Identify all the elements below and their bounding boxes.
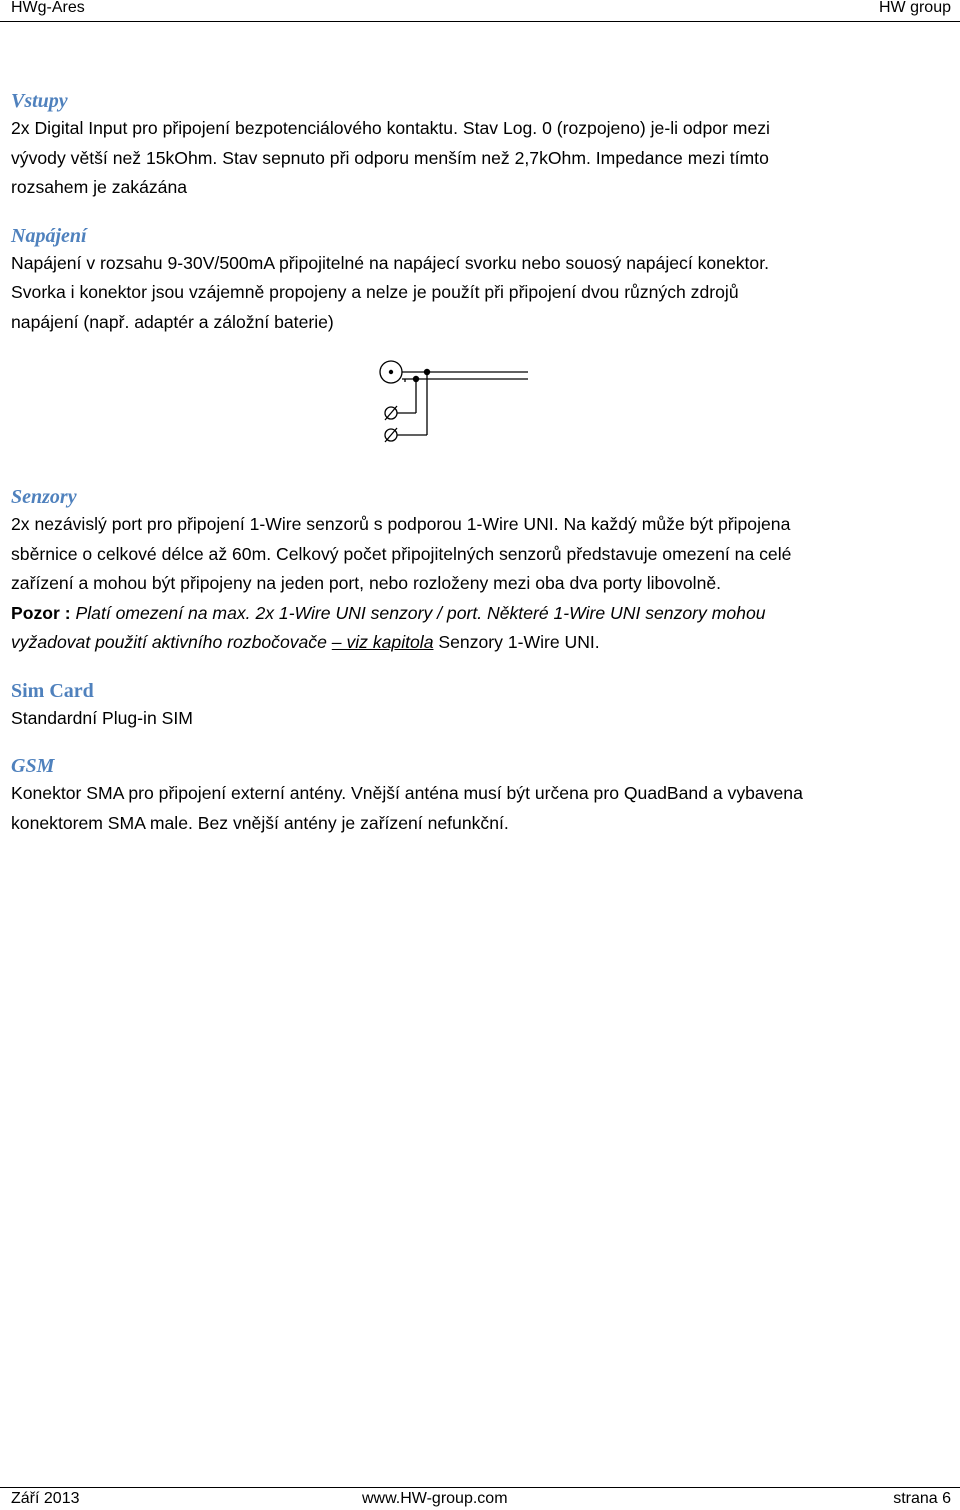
note-italic-3: vyžadovat použití aktivního rozbočovače xyxy=(11,632,332,652)
junction-dot-1 xyxy=(424,369,430,375)
note-normal-2: Senzory 1-Wire UNI. xyxy=(433,632,600,652)
heading-gsm: GSM xyxy=(11,755,55,777)
page-header xyxy=(0,0,960,22)
senzory-line-3: zařízení a mohou být připojeny na jeden port, nebo rozloženy mezi oba dva porty libovolně. xyxy=(11,573,722,593)
heading-napajeni: Napájení xyxy=(11,224,87,247)
senzory-note-line-1 xyxy=(11,599,911,629)
footer-date: Září 2013 xyxy=(11,1490,80,1507)
heading-senzory: Senzory xyxy=(11,486,77,508)
page-footer xyxy=(0,1487,960,1510)
power-wiring-diagram xyxy=(366,357,536,452)
simcard-line-1: Standardní Plug-in SIM xyxy=(11,707,193,728)
gsm-line-2: konektorem SMA male. Bez vnější antény je zařízení nefunkční. xyxy=(11,812,509,833)
note-italic-1: Platí omezení na max. 2x 1-Wire UNI senzory / port. xyxy=(70,602,483,623)
heading-simcard: Sim Card xyxy=(11,679,94,702)
note-bold: Pozor : xyxy=(11,602,71,623)
senzory-note-line-2 xyxy=(11,628,911,658)
section-gsm xyxy=(11,753,911,838)
junction-dot-2 xyxy=(413,376,419,382)
header-left: HWg-Ares xyxy=(11,0,85,16)
footer-url: www.HW-group.com xyxy=(362,1490,508,1507)
senzory-line-2: sběrnice o celkové délce až 60m. Celkový počet připojitelných senzorů představuje omezení na celé xyxy=(11,543,792,564)
vstupy-line-3: rozsahem je zakázána xyxy=(11,177,188,197)
section-simcard xyxy=(11,678,911,734)
vstupy-line-1: 2x Digital Input pro připojení bezpotenciálového kontaktu. Stav Log. 0 (rozpojeno) je-li odpor mezi xyxy=(11,118,770,138)
section-senzory xyxy=(11,484,911,658)
note-italic-underline: – viz kapitola xyxy=(331,632,434,652)
heading-vstupy: Vstupy xyxy=(11,90,68,112)
footer-page-number: strana 6 xyxy=(893,1490,951,1507)
page-content xyxy=(11,88,911,838)
section-napajeni xyxy=(11,223,911,453)
header-right: HW group xyxy=(878,0,951,16)
section-vstupy xyxy=(11,88,911,203)
note-italic-2: Některé 1-Wire UNI senzory mohou xyxy=(487,602,766,623)
napajeni-line-1: Napájení v rozsahu 9-30V/500mA připojitelné na napájecí svorku nebo souosý napájecí konektor. xyxy=(11,252,769,273)
napajeni-line-2: Svorka i konektor jsou vzájemně propojeny a nelze je použít při připojení dvou různých zdrojů xyxy=(11,282,739,302)
napajeni-line-3: napájení (např. adaptér a záložní baterie) xyxy=(11,311,334,332)
senzory-line-1: 2x nezávislý port pro připojení 1-Wire senzorů s podporou 1-Wire UNI. Na každý může být připojena xyxy=(11,514,791,534)
gsm-line-1: Konektor SMA pro připojení externí antény. Vnější anténa musí být určena pro QuadBand a vybavena xyxy=(11,783,803,803)
vstupy-line-2: vývody větší než 15kOhm. Stav sepnuto při odporu menším než 2,7kOhm. Impedance mezi tímto xyxy=(11,147,769,168)
